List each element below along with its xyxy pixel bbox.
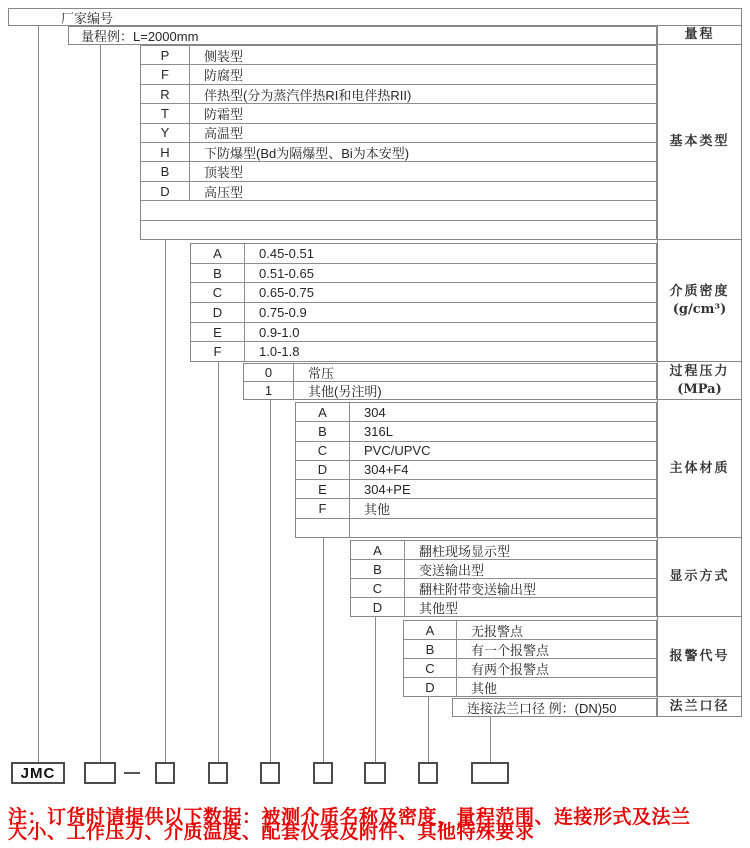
option-code: F [296,499,350,517]
connector-line [38,26,39,762]
option-desc: 其他 [364,502,391,518]
option-code: B [141,162,190,180]
option-row [404,659,656,678]
option-desc: 0.51-0.65 [259,265,314,281]
option-row [351,541,656,560]
model-code-box [418,762,438,784]
option-code: A [351,541,405,559]
option-desc: 翻柱附带变送输出型 [419,581,537,597]
option-code: C [404,659,457,677]
option-row [244,364,656,382]
option-code: B [296,422,350,440]
option-desc: 变送输出型 [419,562,485,578]
option-code: T [141,104,190,122]
option-desc: 防霜型 [204,106,244,122]
range-example-label: 量程例：L=2000mm [81,29,199,44]
connector-line [100,45,101,762]
option-code: 1 [244,382,294,399]
option-code: P [141,46,190,64]
group-display-mode [350,540,657,617]
option-row [296,461,656,480]
option-code: A [296,403,350,421]
option-row [141,182,656,201]
range-example-row [68,26,657,45]
option-desc: 304+F4 [364,462,409,478]
category-label-alarm-code: 报警代号 [657,617,742,697]
option-code: F [141,65,190,83]
connector-line [165,240,166,762]
connector-line [490,717,491,762]
option-row [404,640,656,659]
option-desc: 翻柱现场显示型 [419,543,511,559]
category-label-body-material: 主体材质 [657,400,742,538]
option-desc [350,519,656,537]
option-desc: 1.0-1.8 [259,344,300,360]
option-desc: 伴热型(分为蒸汽伴热RI和电伴热RII) [204,87,412,103]
option-code: D [404,678,457,696]
option-code [141,201,189,219]
option-row [141,104,656,123]
option-desc: 有一个报警点 [471,642,550,658]
option-code: R [141,85,190,103]
option-code: H [141,143,190,161]
group-body-material [295,402,657,538]
pressure-unit-label: (MPa) [677,381,722,397]
option-desc: 0.9-1.0 [259,324,300,340]
option-desc: PVC/UPVC [364,443,431,459]
connector-line [270,400,271,762]
option-code: B [404,640,457,658]
option-row [191,283,656,303]
option-code: A [191,244,245,263]
option-row [351,560,656,579]
option-code: D [191,303,245,322]
model-prefix-box: JMC [11,762,65,784]
option-row [244,382,656,399]
option-code: D [296,461,350,479]
factory-code-label: 厂家编号 [61,10,114,26]
category-label-flange-size: 法兰口径 [657,697,742,717]
option-code: D [141,182,190,200]
option-desc: 其他型 [419,600,459,616]
option-desc: 侧装型 [204,48,244,64]
model-code-box [208,762,228,784]
model-code-box [471,762,509,784]
option-desc: 无报警点 [471,623,524,639]
option-desc: 有两个报警点 [471,661,550,677]
option-row [351,579,656,598]
option-desc: 0.65-0.75 [259,285,314,301]
option-code: D [351,598,405,616]
option-row [141,162,656,181]
option-code: E [191,323,245,342]
order-note-line2: 大小、工作压力、介质温度、配套仪表及附件、其他特殊要求 [8,822,535,843]
option-desc: 其他 [471,680,498,696]
option-row [404,621,656,640]
flange-size-row [452,698,657,717]
option-desc: 高压型 [204,184,244,200]
model-code-box [313,762,333,784]
category-label-display-mode: 显示方式 [657,538,742,617]
model-code-box [84,762,116,784]
option-row [141,46,656,65]
option-row [296,499,656,518]
density-unit-label: (g/cm³) [672,301,727,317]
option-desc: 顶装型 [204,165,244,181]
option-row [191,303,656,323]
option-desc [189,201,656,219]
option-code: C [351,579,405,597]
connector-line [218,362,219,762]
option-code: A [404,621,457,639]
category-label-medium-density: 介质密度 (g/cm³) [657,240,742,362]
flange-size-label: 连接法兰口径 例：(DN)50 [467,701,617,716]
option-row [191,244,656,264]
option-desc [189,221,656,239]
option-code: B [191,264,245,283]
option-desc: 0.45-0.51 [259,245,314,261]
option-row [296,403,656,422]
option-row [191,323,656,343]
option-desc: 0.75-0.9 [259,304,307,320]
option-code: Y [141,124,190,142]
option-row [351,598,656,616]
model-separator-dash [124,772,140,774]
group-basic-type [140,45,657,240]
category-label-process-pressure: 过程压力 (MPa) [657,362,742,400]
option-row [141,201,656,220]
option-desc: 316L [364,423,393,439]
group-medium-density [190,243,657,362]
category-label-range: 量程 [657,26,742,45]
connector-line [323,538,324,762]
option-desc: 其他(另注明) [308,384,382,399]
option-code: B [351,560,405,578]
option-code [141,221,189,239]
option-desc: 304 [364,404,386,420]
option-code: F [191,342,245,361]
connector-line [375,617,376,762]
option-desc: 防腐型 [204,68,244,84]
category-label-basic-type: 基本类型 [657,45,742,240]
option-code: C [191,283,245,302]
option-desc: 常压 [308,366,335,381]
option-row [296,519,656,537]
option-row [191,342,656,361]
option-row [191,264,656,284]
option-row [296,442,656,461]
order-note-line1: 注：订货时请提供以下数据：被测介质名称及密度，量程范围、连接形式及法兰 [8,807,691,828]
option-row [141,124,656,143]
option-desc: 下防爆型(Bd为隔爆型、Bi为本安型) [204,145,410,161]
option-row [141,85,656,104]
option-code: C [296,442,350,460]
option-row [296,480,656,499]
option-code: E [296,480,350,498]
option-row [296,422,656,441]
option-row [141,65,656,84]
connector-line [428,697,429,762]
model-code-box [364,762,386,784]
model-code-box [260,762,280,784]
option-row [404,678,656,696]
option-code: 0 [244,364,294,381]
model-code-box [155,762,175,784]
factory-code-row [8,8,742,26]
option-row [141,221,656,239]
option-desc: 304+PE [364,481,411,497]
group-alarm-code [403,620,657,697]
group-process-pressure [243,363,657,400]
option-row [141,143,656,162]
option-code [296,519,350,537]
option-desc: 高温型 [204,126,244,142]
